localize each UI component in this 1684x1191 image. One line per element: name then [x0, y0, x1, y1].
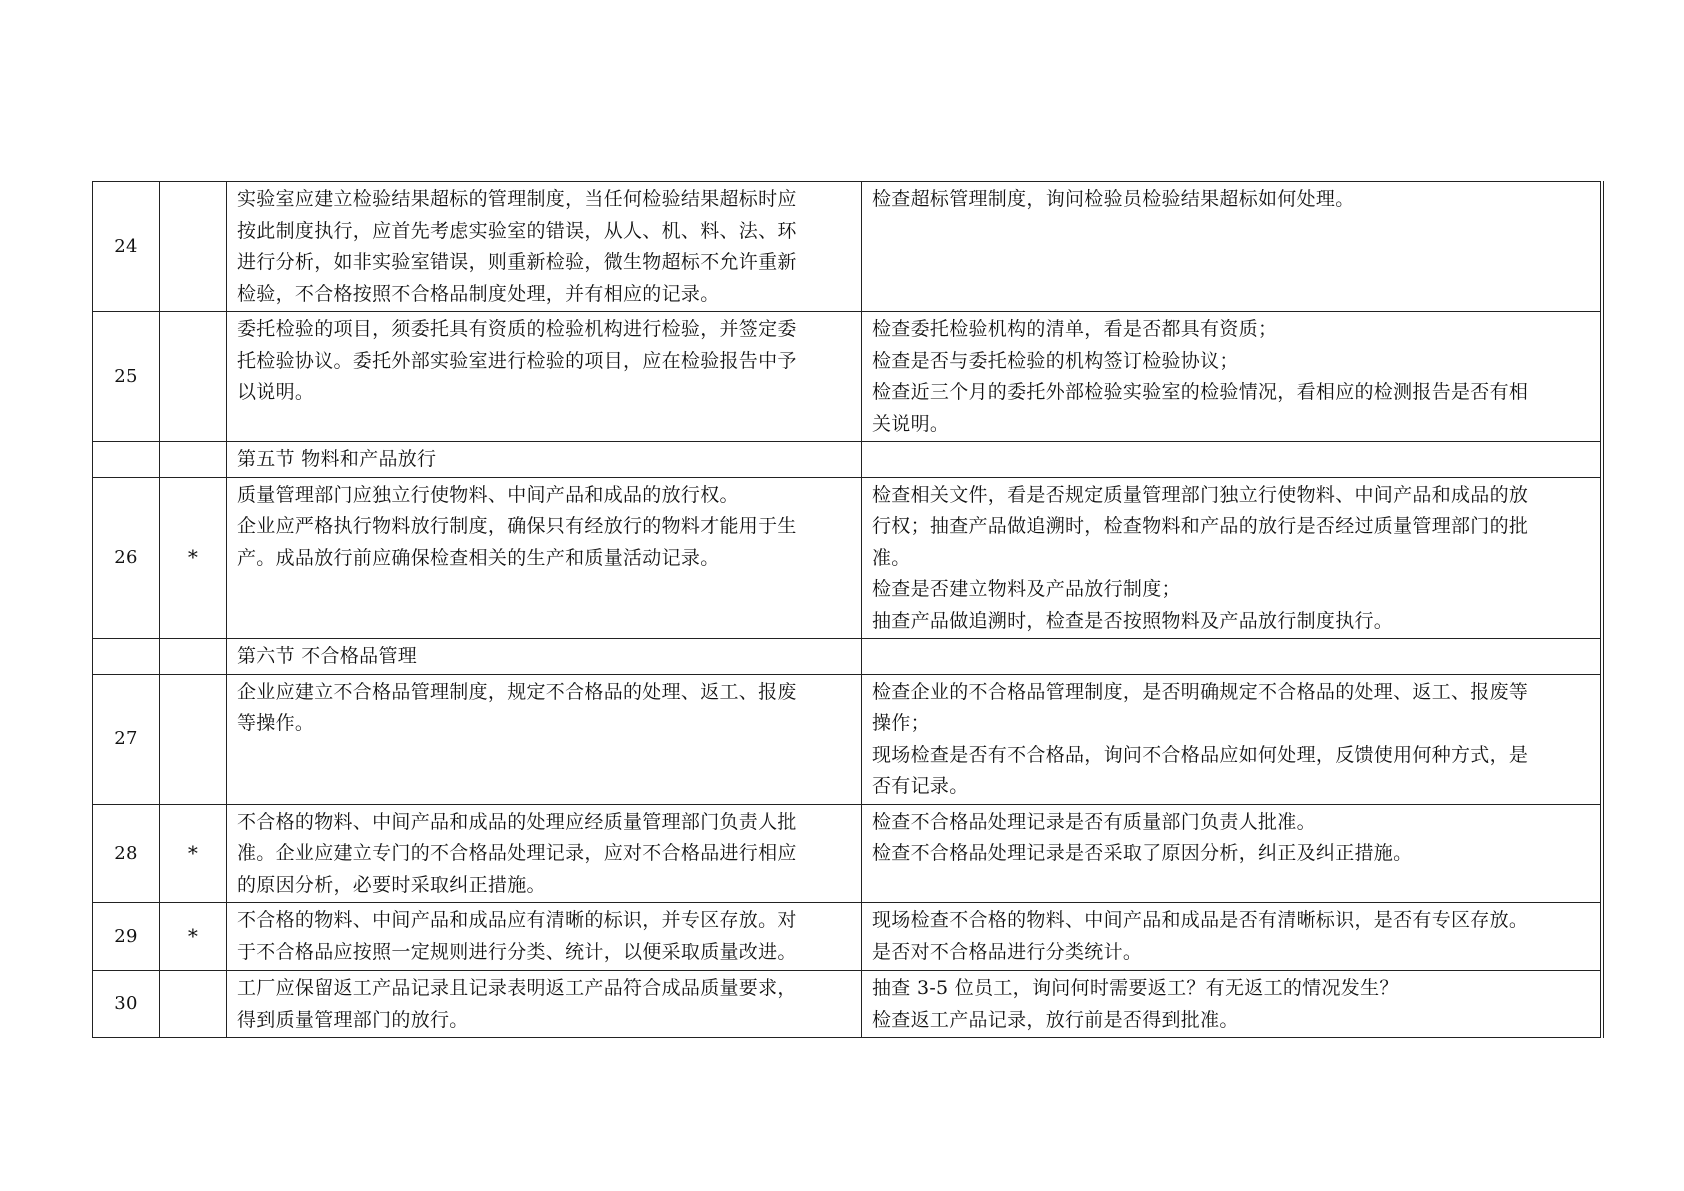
- key-item-mark: [160, 312, 227, 442]
- item-number: [93, 442, 160, 478]
- requirement-text: 不合格的物料、中间产品和成品应有清晰的标识，并专区存放。对: [237, 909, 797, 931]
- inspection-method-cell: [862, 639, 1601, 675]
- requirement-text: 第五节 物料和产品放行: [237, 448, 437, 470]
- requirement-text: 委托检验的项目，须委托具有资质的检验机构进行检验，并签定委: [237, 318, 797, 340]
- key-item-mark: *: [160, 903, 227, 971]
- inspection-method-text: 抽查 3-5 位员工，询问何时需要返工？有无返工的情况发生？: [872, 977, 1399, 999]
- key-item-mark: *: [160, 477, 227, 639]
- inspection-method-text: 抽查产品做追溯时，检查是否按照物料及产品放行制度执行。: [872, 609, 1394, 632]
- table-row: [93, 182, 1601, 312]
- inspection-method-cell: [862, 442, 1601, 478]
- inspection-method-text: 检查委托检验机构的清单，看是否都具有资质；: [872, 318, 1278, 340]
- requirement-text: 实验室应建立检验结果超标的管理制度，当任何检验结果超标时应: [237, 188, 797, 210]
- inspection-method-text: 现场检查不合格的物料、中间产品和成品是否有清晰标识，是否有专区存放。: [872, 909, 1529, 931]
- item-number: [93, 639, 160, 675]
- key-item-mark: *: [160, 804, 227, 903]
- table-row: [93, 903, 1601, 971]
- requirement-text: 企业应严格执行物料放行制度，确保只有经放行的物料才能用于生: [237, 515, 797, 537]
- inspection-method-text: 检查近三个月的委托外部检验实验室的检验情况，看相应的检测报告是否有相: [872, 381, 1529, 403]
- inspection-table: [92, 181, 1601, 1038]
- table-row: [93, 477, 1601, 639]
- inspection-method-cell: [862, 182, 1601, 312]
- inspection-method-text: 检查不合格品处理记录是否有质量部门负责人批准。: [872, 810, 1316, 833]
- requirement-text: 按此制度执行，应首先考虑实验室的错误，从人、机、料、法、环: [237, 219, 797, 242]
- item-number: 25: [93, 312, 160, 442]
- inspection-method-text: 检查不合格品处理记录是否采取了原因分析，纠正及纠正措施。: [872, 842, 1413, 864]
- requirement-text: 等操作。: [237, 712, 315, 734]
- requirement-text: 企业应建立不合格品管理制度，规定不合格品的处理、返工、报废: [237, 680, 797, 703]
- requirement-text: 不合格的物料、中间产品和成品的处理应经质量管理部门负责人批: [237, 810, 797, 833]
- table-row: [93, 804, 1601, 903]
- inspection-method-text: 关说明。: [872, 412, 950, 435]
- key-item-mark: [160, 639, 227, 675]
- inspection-method-cell: [862, 477, 1601, 639]
- requirement-text: 以说明。: [237, 381, 315, 403]
- inspection-method-cell: [862, 971, 1601, 1038]
- item-number: 26: [93, 477, 160, 639]
- inspection-method-text: 检查返工产品记录，放行前是否得到批准。: [872, 1008, 1239, 1031]
- requirement-text: 得到质量管理部门的放行。: [237, 1008, 469, 1031]
- requirement-text: 质量管理部门应独立行使物料、中间产品和成品的放行权。: [237, 483, 739, 506]
- inspection-method-text: 现场检查是否有不合格品，询问不合格品应如何处理，反馈使用何种方式，是: [872, 743, 1529, 766]
- requirement-cell: [227, 477, 862, 639]
- key-item-mark: [160, 971, 227, 1038]
- inspection-method-text: 准。: [872, 546, 911, 569]
- inspection-method-cell: [862, 674, 1601, 804]
- requirement-text: 工厂应保留返工产品记录且记录表明返工产品符合成品质量要求，: [237, 977, 797, 999]
- requirement-cell: [227, 903, 862, 971]
- table-row: [93, 639, 1601, 675]
- requirement-text: 产。成品放行前应确保检查相关的生产和质量活动记录。: [237, 546, 720, 569]
- requirement-text: 检验，不合格按照不合格品制度处理，并有相应的记录。: [237, 282, 720, 305]
- requirement-cell: [227, 971, 862, 1038]
- inspection-method-text: 是否对不合格品进行分类统计。: [872, 940, 1143, 963]
- requirement-text: 于不合格品应按照一定规则进行分类、统计，以便采取质量改进。: [237, 940, 797, 963]
- table-row: [93, 442, 1601, 478]
- requirement-text: 准。企业应建立专门的不合格品处理记录，应对不合格品进行相应: [237, 842, 797, 864]
- key-item-mark: [160, 182, 227, 312]
- table-row: [93, 971, 1601, 1038]
- table-double-border: [1603, 181, 1604, 1038]
- requirement-cell: [227, 674, 862, 804]
- key-item-mark: [160, 674, 227, 804]
- requirement-text: 托检验协议。委托外部实验室进行检验的项目，应在检验报告中予: [237, 349, 797, 372]
- inspection-method-text: 否有记录。: [872, 775, 969, 797]
- inspection-method-cell: [862, 804, 1601, 903]
- inspection-method-text: 行权；抽查产品做追溯时，检查物料和产品的放行是否经过质量管理部门的批: [872, 515, 1529, 537]
- requirement-text: 进行分析，如非实验室错误，则重新检验，微生物超标不允许重新: [237, 251, 797, 273]
- requirement-cell: [227, 182, 862, 312]
- requirement-cell: [227, 639, 862, 675]
- item-number: 29: [93, 903, 160, 971]
- inspection-method-text: 检查超标管理制度，询问检验员检验结果超标如何处理。: [872, 188, 1355, 210]
- item-number: 28: [93, 804, 160, 903]
- item-number: 24: [93, 182, 160, 312]
- requirement-cell: [227, 442, 862, 478]
- table-row: [93, 674, 1601, 804]
- inspection-method-text: 检查是否建立物料及产品放行制度；: [872, 578, 1181, 600]
- inspection-table-sheet: [92, 181, 1600, 1038]
- inspection-method-text: 检查企业的不合格品管理制度，是否明确规定不合格品的处理、返工、报废等: [872, 680, 1529, 703]
- item-number: 27: [93, 674, 160, 804]
- key-item-mark: [160, 442, 227, 478]
- requirement-cell: [227, 312, 862, 442]
- item-number: 30: [93, 971, 160, 1038]
- inspection-method-text: 操作；: [872, 712, 930, 734]
- table-row: [93, 312, 1601, 442]
- inspection-method-text: 检查相关文件，看是否规定质量管理部门独立行使物料、中间产品和成品的放: [872, 483, 1529, 506]
- inspection-method-cell: [862, 903, 1601, 971]
- requirement-text: 的原因分析，必要时采取纠正措施。: [237, 873, 546, 896]
- requirement-cell: [227, 804, 862, 903]
- inspection-method-text: 检查是否与委托检验的机构签订检验协议；: [872, 349, 1239, 372]
- requirement-text: 第六节 不合格品管理: [237, 645, 418, 667]
- inspection-method-cell: [862, 312, 1601, 442]
